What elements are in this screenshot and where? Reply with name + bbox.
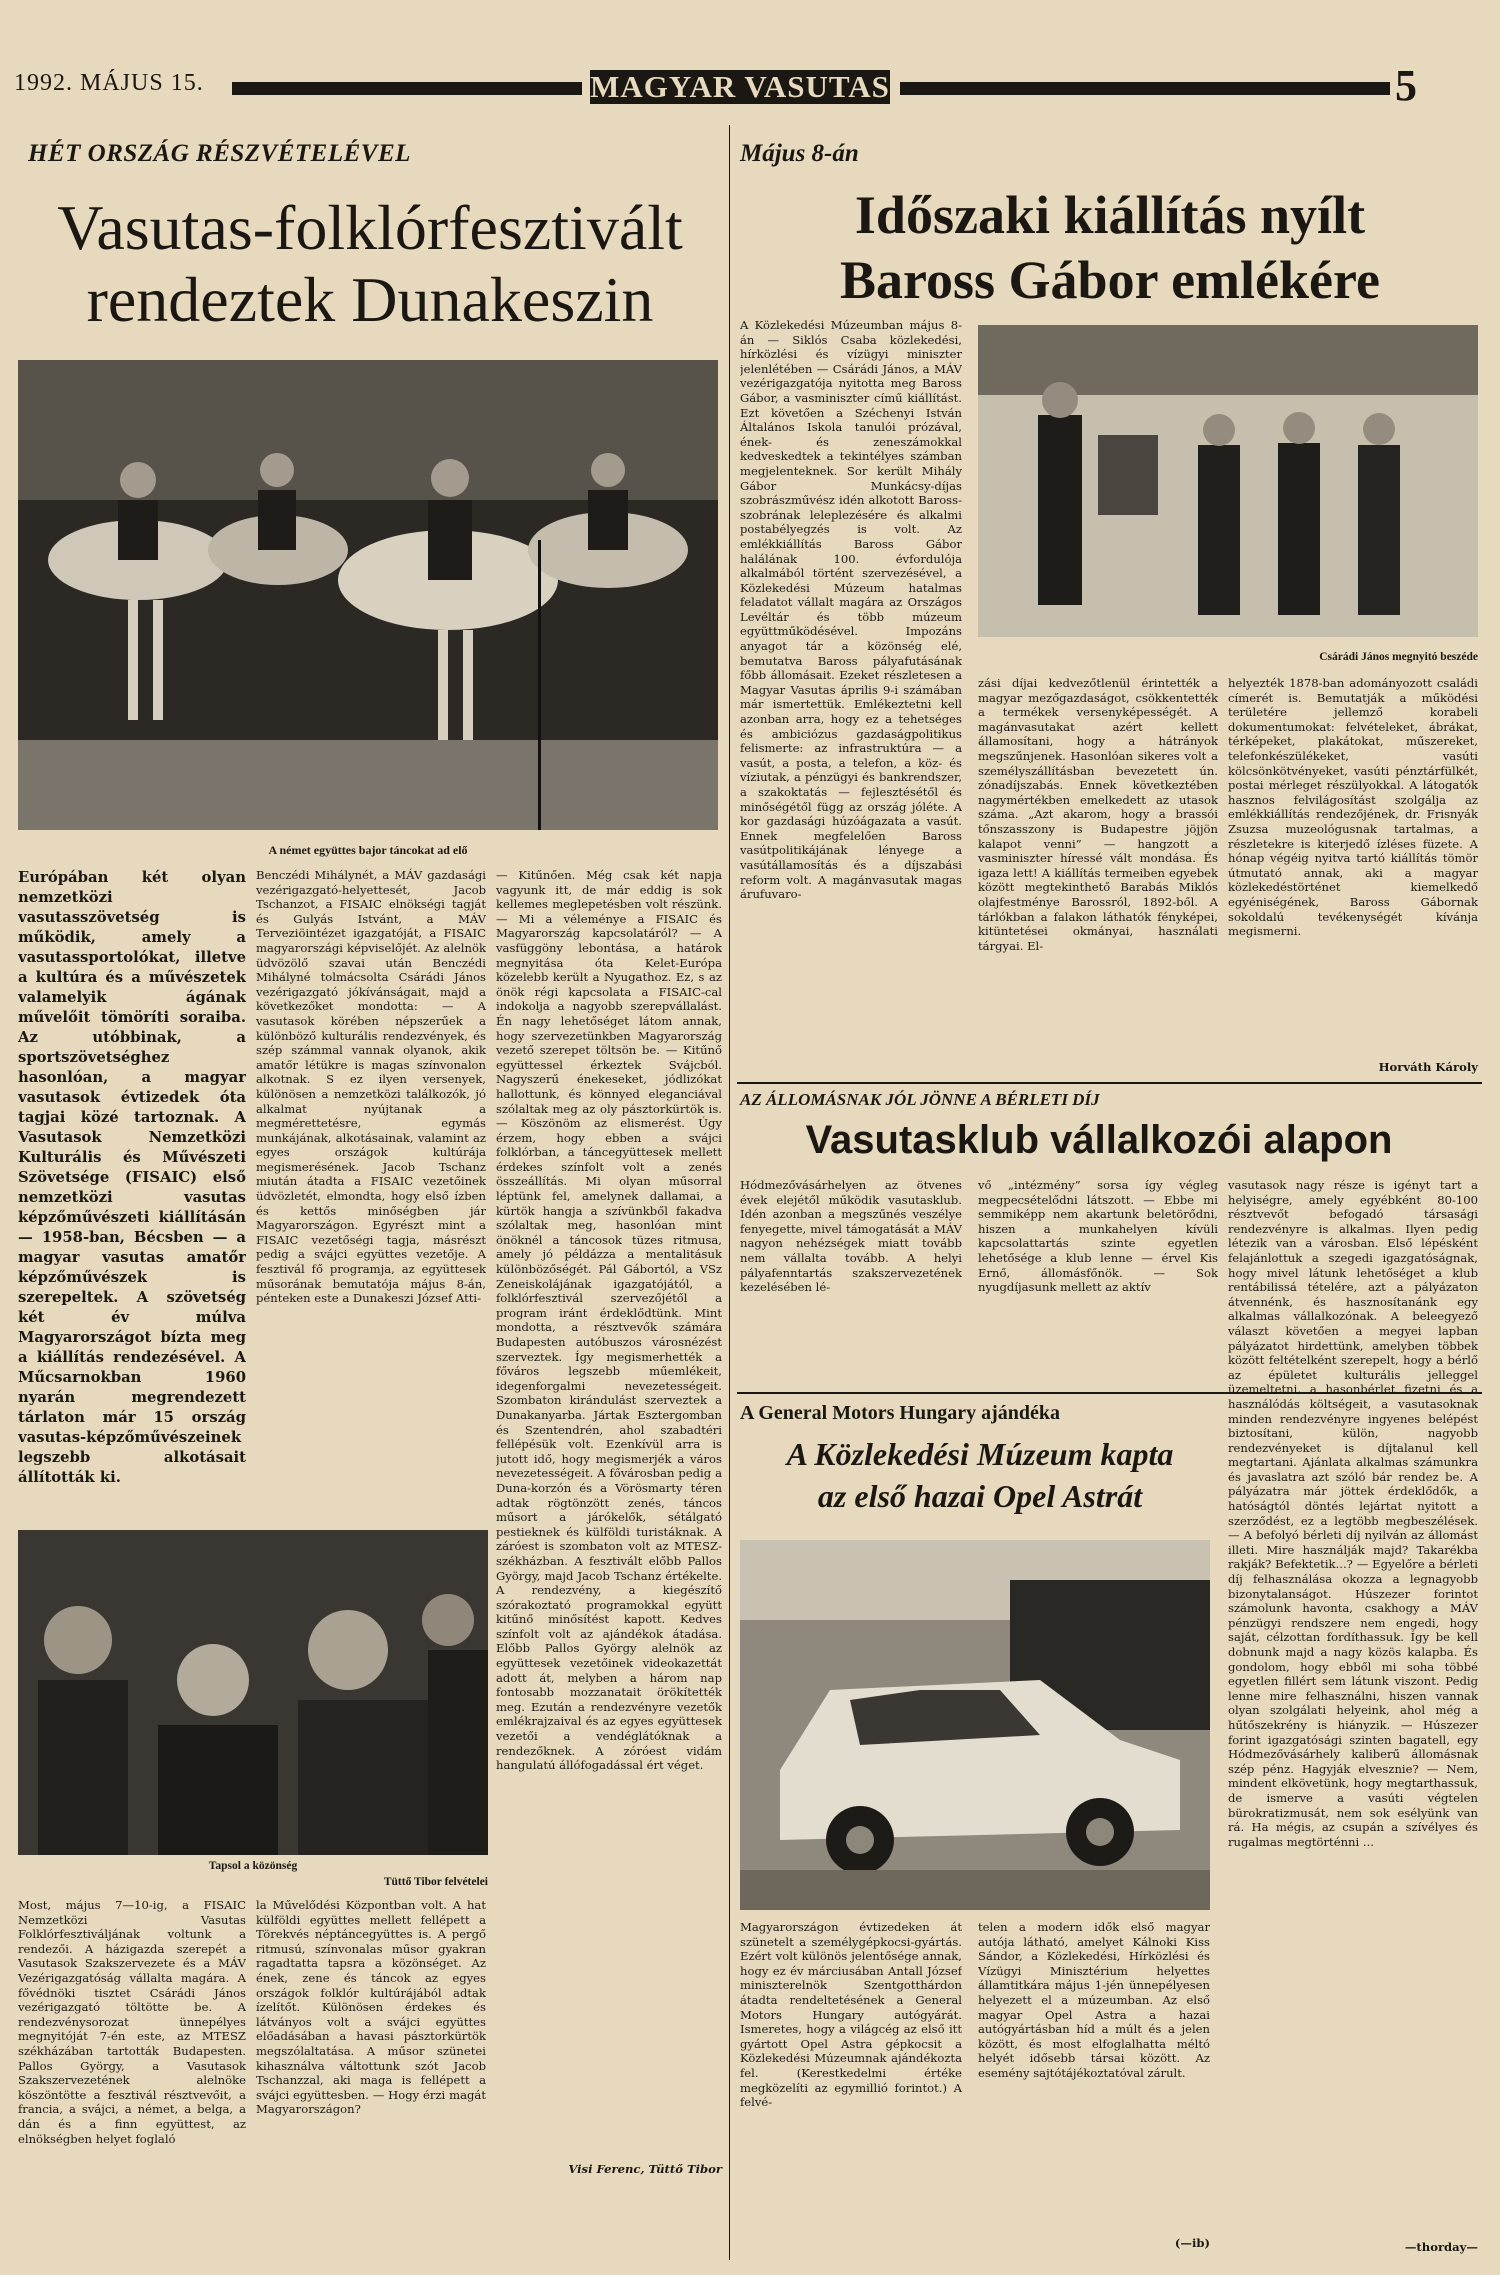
masthead bbox=[0, 58, 1500, 108]
article4-kicker: A General Motors Hungary ajándéka bbox=[740, 1402, 1060, 1424]
speech-photo-illustration bbox=[978, 325, 1478, 637]
column-rule-main bbox=[729, 125, 730, 2260]
article2-kicker: Május 8-án bbox=[740, 140, 859, 167]
article3-signature: —thorday— bbox=[1404, 2240, 1478, 2254]
opel-astra-photo bbox=[740, 1540, 1210, 1910]
article2-column3: helyezték 1878-ban adományozott családi címerét is. Bemutatják a működési területére jellemző korabeli dokumentumokat: felvételeket, ábrákat, térképeket, plakátokat, műszereket, telefonkészülékeket, vasúti kölcsönkötvényeket, vasúti pénztárfülkét, postai mérleget részülyokkal. A látogatók hasznos felvilágosítást szolgálja az emlékkiállítás rendezőjének, dr. Frisnyák Zsuzsa muzeológusnak tartalmas, a részletekre is kiterjedő ízléses füzete. A hónap végéig nyitva tartó kiállítás tömör útmutató annak, aki a magyar közlekedéstörténet kiemelkedő egyéniségének, Baross Gábornak sokoldalú tevékenységét kívánja megismerni. bbox=[1228, 676, 1478, 939]
article2-headline-line2: Baross Gábor emlékére bbox=[840, 250, 1380, 310]
dancers-photo-illustration bbox=[18, 360, 718, 830]
article2-byline: Horváth Károly bbox=[1378, 1060, 1478, 1074]
article2-column2: zási díjai kedvezőtlenül érintették a magyar mezőgazdaságot, csökkentették a termékek versenyképességét. A magánvasutakat azért kellett államosítani, hogy a hátrányok megszűnjenek. Hasonlóan sikeres volt a személyszállításban bevezetett ún. zónadíjszabás. Ennek következtében nagymértékben emelkedett az utasok száma. „Azt akarom, hogy a brassói tőnszasszony is Budapestre jöjjön kalapot venni” — hangzott a vasminiszter híressé vált mondása. És igaza lett! A kiállítás termeiben egyebek között megtekinthető Barabás Miklós olajfestménye Barossról, 1892-ből. A tárlókban a falakon láthatók fényképei, kitüntetései okmányai, használati tárgyai. El- bbox=[978, 676, 1218, 953]
article3-column1: Hódmezővásárhelyen az ötvenes évek elejétől működik vasutasklub. Idén azonban a megszűnés veszélye fenyegette, mivel támogatását a MÁV nagyon nehézségek miatt tovább nem vállalta tovább. A helyi pályafenntartás szakszervezetének kezelésében lé- bbox=[740, 1178, 962, 1295]
article2-headline-line1: Időszaki kiállítás nyílt bbox=[854, 185, 1366, 245]
article1-bottom-column2: la Művelődési Központban volt. A hat külföldi együttes mellett fellépett a Törekvés néptáncegyüttes is. A pergő ritmusú, színvonalas műsor gyakran ragadtatta tapsra a közönséget. Az ének, zene és táncok az egyes országok folklór kultúrájából adtak ízelítőt. Különösen érdekes és látványos volt a svájci együttes előadásában a havasi pásztorkürtök megszólaltatása. A műsor szünetei kihasználva váltottunk szót Jacob Tschanzzal, aki maga is fellépett a svájci együttesben. — Hogy érzi magát Magyarországon? bbox=[256, 1898, 486, 2117]
masthead-bar-left bbox=[232, 82, 582, 95]
article1-column3-byline: Visi Ferenc, Tüttő Tibor bbox=[568, 2162, 722, 2176]
masthead-date: 1992. MÁJUS 15. bbox=[14, 70, 204, 96]
audience-photo-illustration bbox=[18, 1530, 488, 1855]
article1-headline-line2: rendeztek Dunakeszin bbox=[86, 264, 654, 335]
article1-lead: Európában két olyan nemzetközi vasutasszövetség is működik, amely a vasutassportolókat, illetve a kultúra és a művészetek valamelyik ágának művelőit tömöríti soraiba. Az utóbbinak, a sportszövetséghez hasonlóan, a magyar vasutasok évtizedek óta tagjai közé tartoznak. A Vasutasok Nemzetközi Kulturális és Művészeti Szövetsége (FISAIC) első nemzetközi vasutas képzőművészeti kiállításán — 1958-ban, Bécsben — a magyar vasutas amatőr képzőművészek is szerepeltek. A szövetség két év múlva Magyarországot bízta meg a kiállítás rendezésével. A Műcsarnokban 1960 nyarán megrendezett tárlaton már 15 ország vasutas-képzőművészeinek legszebb alkotásait állították ki. bbox=[18, 869, 246, 1486]
article4-signature: (—ib) bbox=[1174, 2236, 1210, 2250]
article4-column1: Magyarországon évtizedeken át szünetelt a személygépkocsi-gyártás. Ezért volt különös jelentősége annak, hogy ez év márciusában Antall József miniszterelnök Szentgotthárdon átadta rendeltetésének a General Motors Hungary autógyárát. Ismeretes, hogy a világcég az első itt gyártott Opel Astra gépkocsit a Közlekedési Múzeumnak ajándékozta fel. (Kerestkedelmi értéke megközelíti az egymillió forintot.) A felvé- bbox=[740, 1920, 962, 2110]
article4-headline-line2: az első hazai Opel Astrát bbox=[817, 1478, 1143, 1514]
article4-headline-line1: A Közlekedési Múzeum kapta bbox=[786, 1436, 1174, 1472]
article1-bottom-column1: Most, május 7—10-ig, a FISAIC Nemzetközi Vasutas Folklórfesztiváljának voltunk a rendezői. A házigazda szerepét a Vasutasok Szakszervezete és a MÁV Vezérigazgatóság vállalta magára. A fővédnöki tisztet Csárádi János vezérigazgató töltötte be. A rendezvénysorozat ünnepélyes megnyitóját 7-én este, az MTESZ székházában tartották Budapesten. Pallos György, a Vasutasok Szakszervezetének alelnöke köszöntötte a fesztivál résztvevőit, a francia, a svájci, a német, a belga, a dán és a finn együttest, az elnökségben helyet foglaló bbox=[18, 1898, 246, 2146]
article4-column2: telen a modern idők első magyar autója látható, amelyet Kálnoki Kiss Sándor, a Közlekedési, Hírközlési és Vízügyi Minisztérium helyettes államtitkára május 1-jén ünnepélyesen helyezett el a múzeumban. Az első magyar Opel Astra a hazai autógyártásban híd a múlt és a jelen között, és most elfoglalhatta méltó helyét idősebb társai között. Az esemény sajtótájékoztatóval zárult. bbox=[978, 1920, 1210, 2080]
rule-above-article3 bbox=[737, 1082, 1482, 1084]
article3-headline: Vasutasklub vállalkozói alapon bbox=[805, 1118, 1393, 1162]
masthead-title: MAGYAR VASUTAS bbox=[590, 69, 890, 104]
article1-column2: Benczédi Mihálynét, a MÁV gazdasági vezérigazgató-helyettesét, Jacob Tschanzot, a FISAIC elnökségi tagját és Gulyás Istvánt, a MÁV Terveziöintézet igazgatóját, a FISAIC magyarországi képviselőjét. Az alelnök üdvözölő szavai után Benczédi Mihályné tolmácsolta Csárádi János vezérigazgató jókívánságait, majd a következőket mondotta: — A vasutasok körében népszerűek a különböző kulturális rendezvények, és szép számmal vannak olyanok, akik amatőr létükre is magas színvonalon alkotnak. S ez ilyen versenyek, különösen a nemzetközi találkozók, jó alkalmat nyújtanak a megmérettetésre, egymás munkájának, alkotásainak, valamint az egyes országok kultúrája megismerésének. Jacob Tschanz miután átadta a FISAIC vezetőinek üdvözletét, elmondta, hogy első ízben és kettős minőségben jár Magyarországon. Egyrészt mint a FISAIC vezetőségi tagja, másrészt pedig a svájci együttes vezetője. A fesztivál fő programja, az együttesek műsorának bemutatója május 8-án, pénteken este a Dunakeszi József Atti- bbox=[256, 868, 486, 1306]
audience-photo-credit: Tüttő Tibor felvételei bbox=[383, 1876, 488, 1888]
speech-photo bbox=[978, 325, 1478, 637]
article3-column2: vő „intézmény” sorsa így végleg megpecsételődni látszott. — Ebbe mi semmiképp nem akartunk beletörődni, hiszen a munkahelyen kívüli kapcsolattartás szinte egyetlen lehetősége a klub lenne — érvel Kis Ernő, állomásfőnök. — Sok nyugdíjasunk mellett az aktív bbox=[978, 1178, 1218, 1295]
speech-photo-caption: Csárádi János megnyitó beszéde bbox=[1319, 651, 1478, 663]
masthead-page-number: 5 bbox=[1395, 61, 1417, 110]
audience-photo-caption: Tapsol a közönség bbox=[208, 1860, 298, 1872]
article2-column1: A Közlekedési Múzeumban május 8-án — Siklós Csaba közlekedési, hírközlési és vízügyi miniszter jelenlétében — Csárádi János, a MÁV vezérigazgatója nyitotta meg Baross Gábor, a vasminiszter című kiállítást. Ezt követően a Széchenyi István Általános Iskola tanulói prózával, ének- és zeneszámokkal kedveskedtek a tekintélyes számban megjelenteknek. Sor került Mihály Gábor Munkácsy-díjas szobrászművész idén alkotott Baross-szobrának leleplezésére és alkalmi postabélyegzés is volt. Az emlékkiállítás Baross Gábor halálának 100. évfordulója alkalmából történt szervezésével, a Közlekedési Múzeum hatalmas feladatot vállalt magára az Országos Levéltár és több múzeum együttműködésével. Impozáns anyagot tár a közönség elé, bemutatva Baross pályafutásának főbb állomásait. Ezeket részletesen a Magyar Vasutas április 9-i számában már ismertettük. Emlékeztetni kell azonban arra, hogy ez a tehetséges és ambiciózus gazdaságpolitikus felismerte: az infrastruktúra — a vasút, a posta, a telefon, a köz- és víziutak, a pénzügyi és bankrendszer, a szakoktatás — fejlesztésétől és minőségétől függ az ország jóléte. A kor gazdasági húzóágazata a vasút. Ennek megfelelően Baross vasútpolitikájának lényege a vasútállamosítás és a díjszabási reform volt. A magánvasutak magas árufuvaro- bbox=[740, 318, 962, 902]
dancers-photo-caption: A német együttes bajor táncokat ad elő bbox=[268, 843, 468, 857]
dancers-photo bbox=[18, 360, 718, 830]
article1-kicker: HÉT ORSZÁG RÉSZVÉTELÉVEL bbox=[28, 140, 411, 167]
audience-photo bbox=[18, 1530, 488, 1855]
opel-astra-photo-illustration bbox=[740, 1540, 1210, 1910]
article3-column3: vasutasok nagy része is igényt tart a helyiségre, amely egyébként 80-100 résztvevőt befogadó társasági rendezvényre is alkalmas. Ilyen pedig létezik van a városban. Első lépésként felajánlottuk a szegedi igazgatóságnak, hogy mivel látunk lehetőséget a klub rentábilissá tételére, azt a pályázaton átvennénk, és hasznosítanánk egy alkalmas vállalkozónak. A beleegyező választ követően a megyei lapban pályázatot hirdettünk, amelyben többek között feltételként szerepelt, hogy a bérlő az épületet kulturális jelleggel üzemeltetni, a hasonbérlet fizetni és a használódás költségeit, a vasutasoknak minden rendezvényre ingyenes belépést biztosítani, külön, nagyobb rendezvényeket is díjtalanul kell megtartani. Ajánlata alkalmas számunkra és javaslatra azt szóló bár rendez be. A pályázatra már jöttek érdeklődők, a hatóságtól döntés lejártat nyitott a szerződést, ez a legtöbb megbeszélések. — A befolyó bérleti díj nyilván az állomást illeti. Mire használják majd? Takarékba rakják? Befektetik...? — Egyelőre a bérleti díj felhasználása okozza a legnagyobb bizonytalanságot. Húszezer forintot számolunk havonta, csakhogy a MÁV pénzügyi rendszere nem engedi, hogy saját, célzottan fordíthassuk. Így be kell dobnunk majd a nagy közös kalapba. És gondolom, hogy ebből mi soha többé egyetlen fillért sem látunk viszont. Pedig lenne mire felhasználni, hiszen vannak olyan szolgálati helyeink, ahol még a hűtőszekrény is hiányzik. — Húszezer forint igazgatósági szinten bagatell, egy Hódmezővásárhely kaliberű állomásnak szép pénz. Hagyják elvesznie? — Nem, mindent elkövetünk, hogy megtarthassuk, de ismerve a vasúti végtelen bürokratizmusát, nem sok esélyünk van rá. Ha mégis, az csupán a szívélyes és rugalmas megtörténni ... bbox=[1228, 1178, 1478, 1849]
masthead-bar-right bbox=[900, 82, 1390, 95]
article1-column3: — Kitűnően. Még csak két napja vagyunk itt, de már eddig is sok kellemes meglepetésben volt részünk. — Mi a véleménye a FISAIC és Magyarország kapcsolatáról? — A vasfüggöny lebontása, a határok megnyitása óta Kelet-Európa közelebb került a Nyugathoz. Ez, s az önök régi kapcsolata a FISAIC-cal indokolja a nagyobb szerepvállalást. Én nagy lehetőséget látom annak, hogy szervezetünkben Magyarország vezető szerepet töltsön be. — Kitűnő együttessel érkeztek Svájcból. Nagyszerű énekeseket, jódlizókat hallottunk, és könnyed eleganciával szólaltak meg az oly pásztorkürtök is. — Köszönöm az elismerést. Úgy érzem, hogy ebben a svájci folklórban, a táncegyüttesek mellett érdekes színfolt volt a zenés összeállítás. Mi olyan műsorral léptünk fel, amelynek dallamai, a kürtök hangja a szívünkből fakadva szólaltak meg, hasonlóan mint önöknél a táncosok tüzes ritmusa, amely jó példázza a mentalitásuk különbözőségét. Pál Gábortól, a VSz Zeneiskolájának igazgatójától, a folklórfesztivál szervezőjétől a program iránt érdeklődtünk. Mint mondotta, a résztvevők számára Budapesten autóbuszos városnézést szerveztek. Így megismerhették a főváros legszebb műemlékeit, idegenforgalmi nevezetességeit. Szombaton kirándulást szerveztek a Dunakanyarba. Jártak Esztergomban és Szentendrén, ahol szabadtéri fellépésük volt. Ezenkívül arra is jutott idő, hogy megismerjék a város nevezetességeit. A fővárosban pedig a Duna-korzón és a Vörösmarty téren adtak rögtönzött zenés, táncos műsort a járókelők, sétálgató pestieknek és külföldi turistáknak. A záróest is szombaton volt az MTESZ-székházban. A fesztivált előbb Pallos György, majd Jacob Tschanz értékelte. A rendezvény, a kiegészítő szórakoztató programokkal együtt kitűnő minősítést kapott. Kedves színfolt volt az ajándékok átadása. Előbb Pallos György alelnök az együttesek vezetőinek videokazettát adott át, melyben a három nap fontosabb mozzanatait örökítették meg. Ezután a rendezvényre vezetők emlékrajzaival és az egyes együttesek vezetői a vendéglátóknak a rendezőknek. A zóróest vidám hangulatú állófogadással ért véget. bbox=[496, 868, 722, 1773]
article1-headline-line1: Vasutas-folklórfesztivált bbox=[57, 192, 683, 263]
article3-kicker: AZ ÁLLOMÁSNAK JÓL JÖNNE A BÉRLETI DÍJ bbox=[740, 1090, 1100, 1109]
